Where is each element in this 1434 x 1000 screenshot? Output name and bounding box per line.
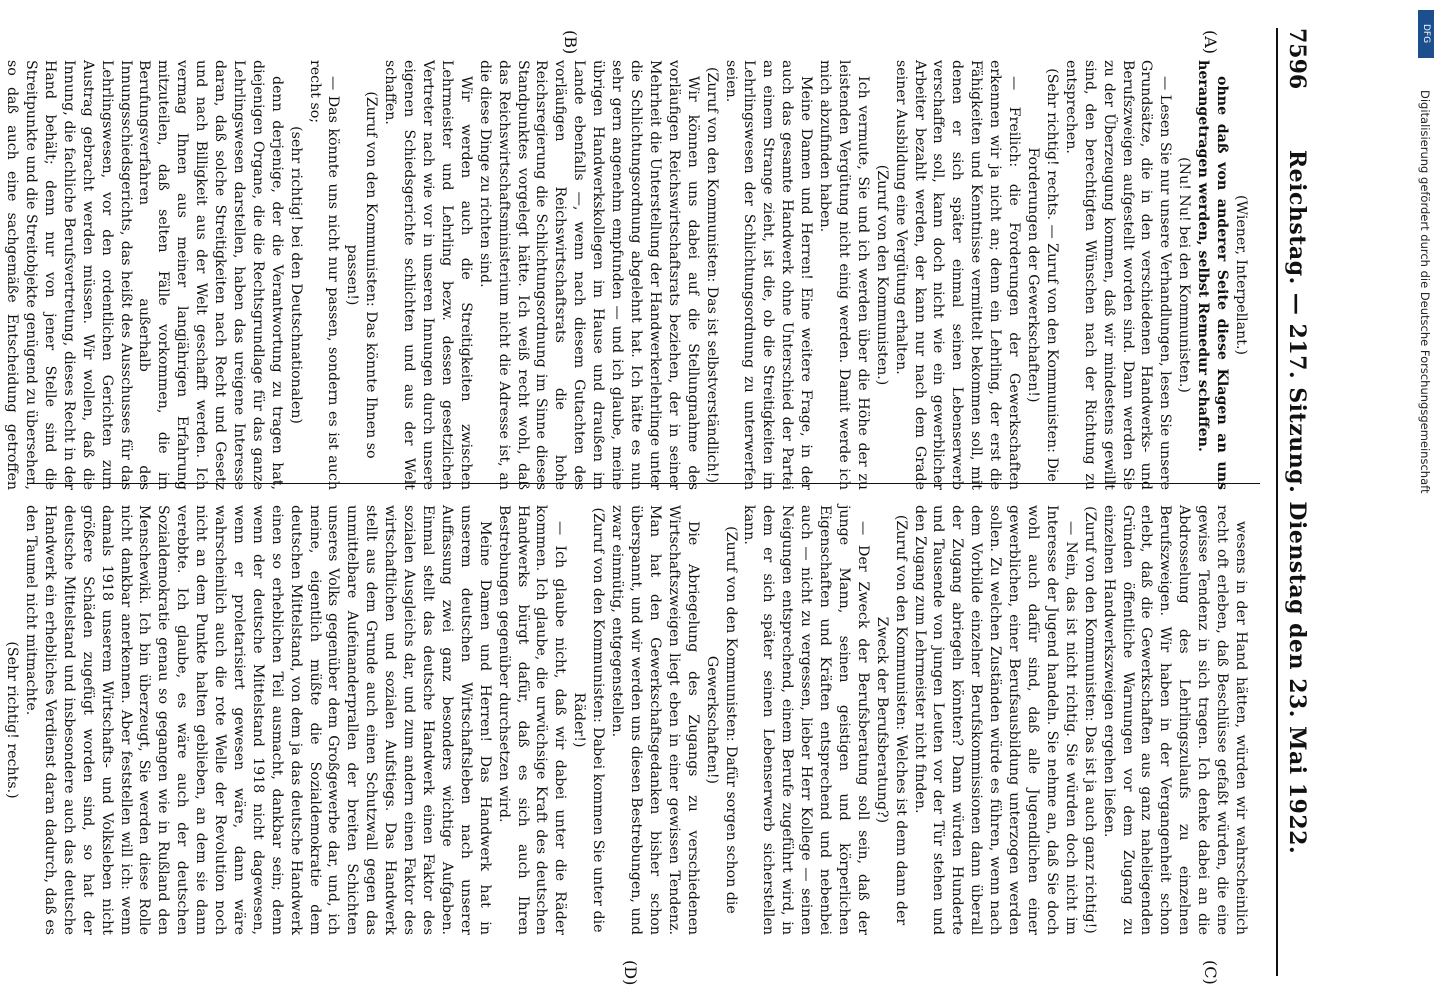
interjection: (Nu! Nu! bei den Kommunisten.) [1176, 157, 1193, 393]
paragraph: Meine Damen und Herren! Eine weitere Frage, in der auch das gesamte Handwerk ohne Unterschied der Partei an einem Strange zieht, ist die, ob die Streitigkeiten im Lehrlingswesen der Schlichtungsordnung zu unterwerfen seien. [722, 60, 815, 490]
left-text-column [4, 60, 1250, 490]
interjection: (Zuruf von den Kommunisten: Dabei kommen Sie unter die Räder!) [571, 507, 607, 933]
margin-marker-d: (D) [621, 960, 640, 986]
digitization-credit: Digitalisierung gefördert durch die Deutsche Forschungsgemeinschaft [1418, 90, 1432, 494]
page-number: 7596 [1284, 28, 1310, 90]
interjection: (Zuruf von den Kommunisten: Dafür sorgen schon die Gewerkschaften!) [703, 526, 739, 914]
paragraph: — Der Zweck der Berufsberatung soll sein, daß der junge Mann, seinen geistigen und körperlichen Eigenschaften und Kräften entsprechend und nebenbei auch — nicht zu vergessen, lieber Herr Kollege — seinen Neigungen entsprechend, einem Berufe zugeführt wird, in dem er sich später seinen Lebenserwerb sicherstellen kann. [741, 505, 871, 935]
paragraph: denn derjenige, der die Verantwortung zu tragen hat, diejenigen Organe, die die Rechtsgrundlage für das ganze Lehrlingswesen darstellen, haben das ureigene Interesse daran, daß solche Streitigkeiten nach Recht und Gesetz und nach Billigkeit aus der Welt geschafft werden. Ich vermag Ihnen aus meiner langjährigen Erfahrung mitzuteilen, daß selten Fälle vorkommen, die im Berufungsverfahren außerhalb des Innungsschiedsgerichts, das heißt des Ausschusses für das Lehrlingswesen, vor den ordentlichen Gerichten zum Austrag gebracht werden müssen. Wir wollen, daß die Innung, die fachliche Berufsvertretung, dieses Recht in der Hand behält; denn nur von jener Stelle sind die Streitpunkte und die Streitobjekte genügend zu übersehen, so daß auch eine sachgemäße Entscheidung getroffen [4, 60, 285, 490]
paragraph: — Nein, das ist nicht richtig. Sie würden doch nicht im Interesse der Jugend handeln. Sie nehme an, daß Sie doch wohl auch dafür sind, daß alle Jugendlichen einer gewerblichen, einer Berufsausbildung unterzogen werden sollen. Zu welchen Zuständen würde es führen, wenn nach dem Vorbilde einzelner Berufskommissionen dann überall der Zugang abriegeln könnten? Dann würden Hunderte und Tausende von jungen Leuten vor der Tür stehen und den Zugang zum Lehrmeister nicht finden. [911, 505, 1079, 935]
paragraph [0, 505, 2, 935]
interjection: (Sehr richtig! rechts.) [4, 641, 21, 799]
interjection: (Sehr richtig! rechts. — Zuruf von den Kommunisten: Die Forderungen der Gewerkschaften!) [1025, 68, 1060, 482]
paragraph: — Ich glaube nicht, daß wir dabei unter die Räder kommen. Ich glaube, die urwüchsige Kraft des deutschen Handwerks bürgt dafür, daß es sich auch Ihren Bestrebungen gegenüber durchsetzen wird. [495, 505, 569, 935]
paragraph: — Das könnte uns nicht nur passen, sondern es ist auch recht so; [306, 60, 342, 490]
interjection: (Zuruf von den Kommunisten: Das ist ja auch ganz richtig!) [1081, 506, 1098, 934]
interjection: (sehr richtig! bei den Deutschnationalen) [287, 126, 304, 424]
paragraph: Ich vermute, Sie und ich werden über die Höhe der zu leistenden Vergütung nicht einig werden. Damit werde ich mich abzufinden haben. [817, 60, 871, 490]
margin-marker-a: (A) [1201, 30, 1220, 55]
speaker-tag: (Wiener, Interpellant.) [1233, 194, 1249, 356]
paragraph: Meine Damen und Herren! Das Handwerk hat in unserem deutschen Wirtschaftsleben nach unserer Auffassung zwei ganz besonders wichtige Aufgaben. Einmal stellt das deutsche Handwerk einen Faktor des sozialen Ausgleichs dar, und zum andern einen Faktor des wirtschaftlichen und sozialen Aufstiegs. Das Handwerk stellt aus dem Grunde auch einen Schutzwall gegen das unmittelbare Aufeinanderprallen der breiten Schichten unseres Volks gegenüber dem Großgewerbe dar, und, ich meine, eigentlich müßte die Sozialdemokratie dem deutschen Mittelstand, von dem ja das deutsche Handwerk einen so erheblichen Teil ausmacht, dankbar sein; denn wenn der deutsche Mittelstand 1918 nicht dagewesen, wenn er proletarisiert gewesen wäre, dann wäre wahrscheinlich auch die rote Welle der Revolution noch nicht an dem Punkte halten geblieben, an dem sie dann verebbte. Ich glaube, es wäre auch der deutschen Sozialdemokratie genau so gegangen wie in Rußland den Menschewiki. Ich bin überzeugt, Sie werden diese Rolle nicht dankbar anerkennen. Aber feststellen will ich: wenn damals 1918 unserem Wirtschafts- und Volksleben nicht größere Schäden zugefügt worden sind, so hat der deutsche Mittelstand und insbesondere auch das deutsche Handwerk ein erhebliches Verdienst daran dadurch, daß es den Taumel nicht mitmachte. [23, 505, 493, 935]
interjection: (Zuruf von den Kommunisten: Welches ist denn dann der Zweck der Berufsberatung?) [873, 514, 909, 926]
paragraph: Die Abriegelung des Zugangs zu verschiedenen Wirtschaftszweigen liegt eben in einer gewissen Tendenz. Man hat den Gewerkschaftsgedanken bisher schon überspannt, und wir werden uns diesen Bestrebungen, und zwar einmütig, entgegenstellen. [609, 505, 701, 935]
interjection: (Zuruf von den Kommunisten.) [873, 164, 890, 386]
page-title: Reichstag. — 217. Sitzung. Dienstag den 23. Mai 1922. [1284, 149, 1310, 855]
margin-marker-c: (C) [1201, 960, 1220, 985]
paragraph: ohne daß von anderer Seite diese Klagen an uns herangetragen werden, selbst Remedur schaffen. [1195, 60, 1231, 490]
interjection: (Zuruf von den Kommunisten: Das könnte Ihnen so passen!) [344, 91, 380, 459]
margin-marker-b: (B) [561, 30, 580, 55]
paragraph: Wir werden auch die Streitigkeiten zwischen Lehrmeister und Lehrling bezw. dessen gesetzlichen Vertreter nach wie vor in unseren Innungen durch unsere eigenen Schiedsgerichte schlichten und aus der Welt schaffen. [382, 60, 474, 490]
paragraph: wesens in der Hand hätten, würden wir wahrscheinlich recht oft erleben, daß Beschlüsse gefaßt würden, die eine gewisse Tendenz in sich tragen. Ich denke dabei an die Abdrosselung des Lehrlingszulaufs zu einzelnen Berufszweigen. Wir haben in der Vergangenheit schon erlebt, daß die Gewerkschaften aus ganz naheliegenden Gründen öffentliche Warnungen vor dem Zugang zu einzelnen Handwerkszweigen ergehen ließen. [1100, 505, 1249, 935]
paragraph: Wir können uns dabei auf die Stellungnahme des vorläufigen Reichswirtschaftsrats beziehen, der in seiner Mehrheit die Unterstellung der Handwerkerlehrlinge unter die Schlichtungsordnung abgelehnt hat. Ich hätte es nun sehr gern angenehm empfunden — und ich glaube, meine übrigen Handwerkskollegen im Hause und draußen im Lande ebenfalls —, wenn nach diesem Gutachten des vorläufigen Reichswirtschaftsrats die hohe Reichsregierung die Schlichtungsordnung im Sinne dieses Standpunktes vorgelegt hätte. Ich weiß recht wohl, daß das Reichswirtschaftsministerium nicht die Adresse ist, an die diese Dinge zu richten sind. [476, 60, 701, 490]
interjection: (Zuruf von den Kommunisten: Das ist selbstverständlich!) [703, 66, 720, 483]
right-text-column [4, 505, 1250, 935]
paragraph: — Freilich: die Forderungen der Gewerkschaften erkennen wir ja nicht an; denn ein Lehrling, der erst die Fähigkeiten und Kenntnisse vermittelt bekommen soll, mit denen er sich später einmal seinen Lebenserwerb verschaffen soll, kann doch nicht wie ein gewerblicher Arbeiter bezahlt werden, der kann nur nach dem Grade seiner Ausbildung eine Vergütung erhalten. [892, 60, 1023, 490]
column-divider [30, 483, 1260, 484]
paragraph: — Lesen Sie nur unsere Verhandlungen, lesen Sie unsere Grundsätze, die in den verschiedenen Handwerks- und Berufszweigen aufgestellt worden sind. Dann werden Sie zu der Überzeugung kommen, daß wir mindestens gewillt sind, den berechtigten Wünschen nach der Richtung zu entsprechen. [1062, 60, 1174, 490]
dfg-logo: DFG [1418, 10, 1434, 58]
page-header [1276, 28, 1318, 976]
